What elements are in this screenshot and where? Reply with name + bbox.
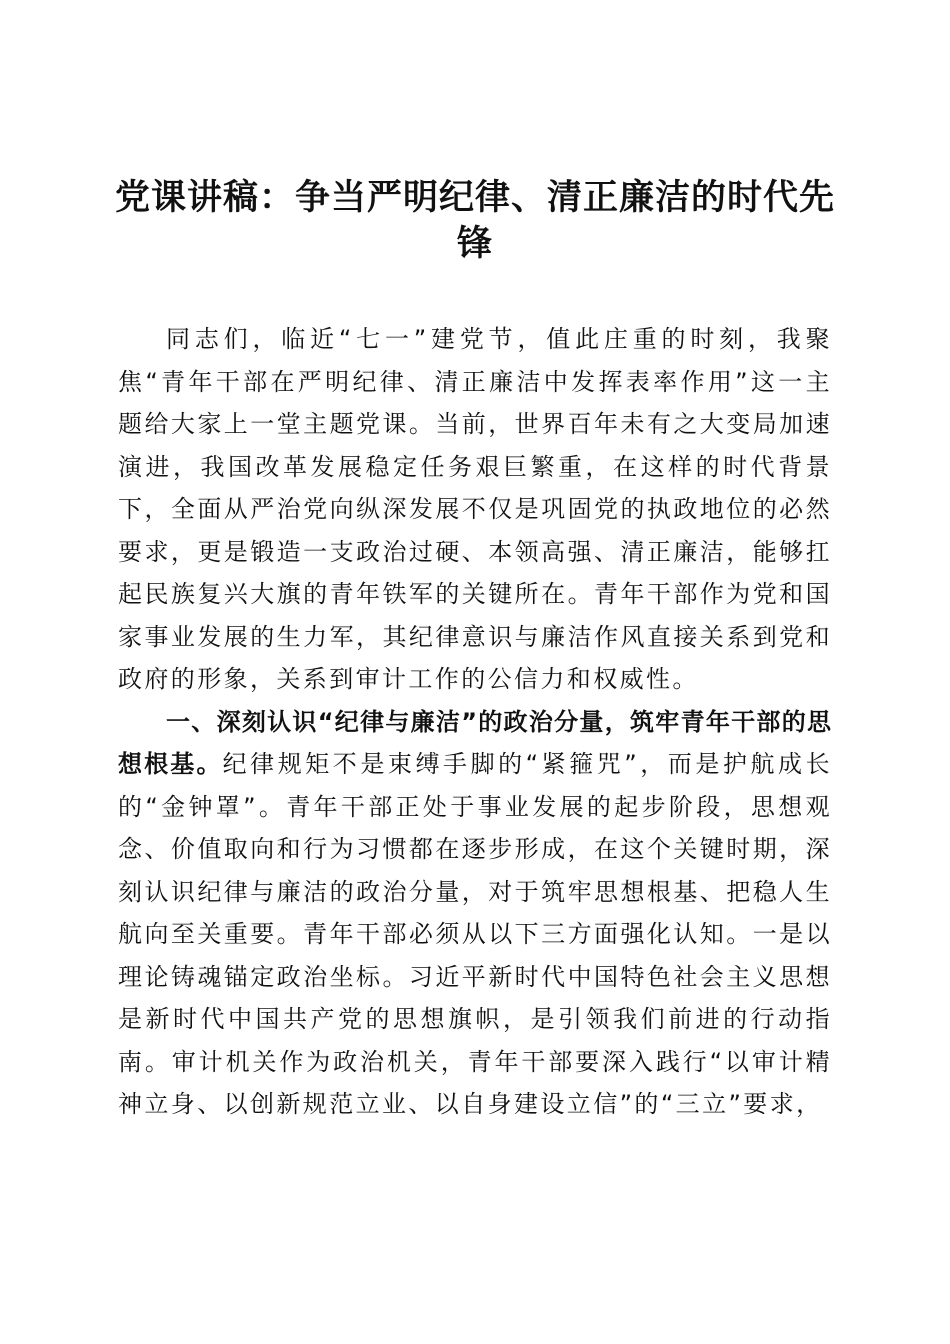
intro-paragraph: 同志们，临近“七一”建党节，值此庄重的时刻，我聚焦“青年干部在严明纪律、清正廉洁中发挥表率作用”这一主题给大家上一堂主题党课。当前，世界百年未有之大变局加速演进，我国改革发展稳定任务艰巨繁重，在这样的时代背景下，全面从严治党向纵深发展不仅是巩固党的执政地位的必然要求，更是锻造一支政治过硬、本领高强、清正廉洁，能够扛起民族复兴大旗的青年铁军的关键所在。青年干部作为党和国家事业发展的生力军，其纪律意识与廉洁作风直接关系到党和政府的形象，关系到审计工作的公信力和权威性。 [118,325,832,693]
section-one-heading: 一、深刻认识“纪律与廉洁”的政治分量，筑牢青年干部的思想根基。 [118,707,832,778]
document-body [118,318,832,1126]
section-one-text: 纪律规矩不是束缚手脚的“紧箍咒”，而是护航成长的“金钟罩”。青年干部正处于事业发展的起步阶段，思想观念、价值取向和行为习惯都在逐步形成，在这个关键时期，深刻认识纪律与廉洁的政治分量，对于筑牢思想根基、把稳人生航向至关重要。青年干部必须从以下三方面强化认知。一是以理论铸魂锚定政治坐标。习近平新时代中国特色社会主义思想是新时代中国共产党的思想旗帜，是引领我们前进的行动指南。审计机关作为政治机关，青年干部要深入践行“以审计精神立身、以创新规范立业、以自身建设立信”的“三立”要求， [118,750,832,1118]
document-title: 党课讲稿：争当严明纪律、清正廉洁的时代先锋 [114,177,835,264]
section-one-paragraph [118,701,832,1126]
